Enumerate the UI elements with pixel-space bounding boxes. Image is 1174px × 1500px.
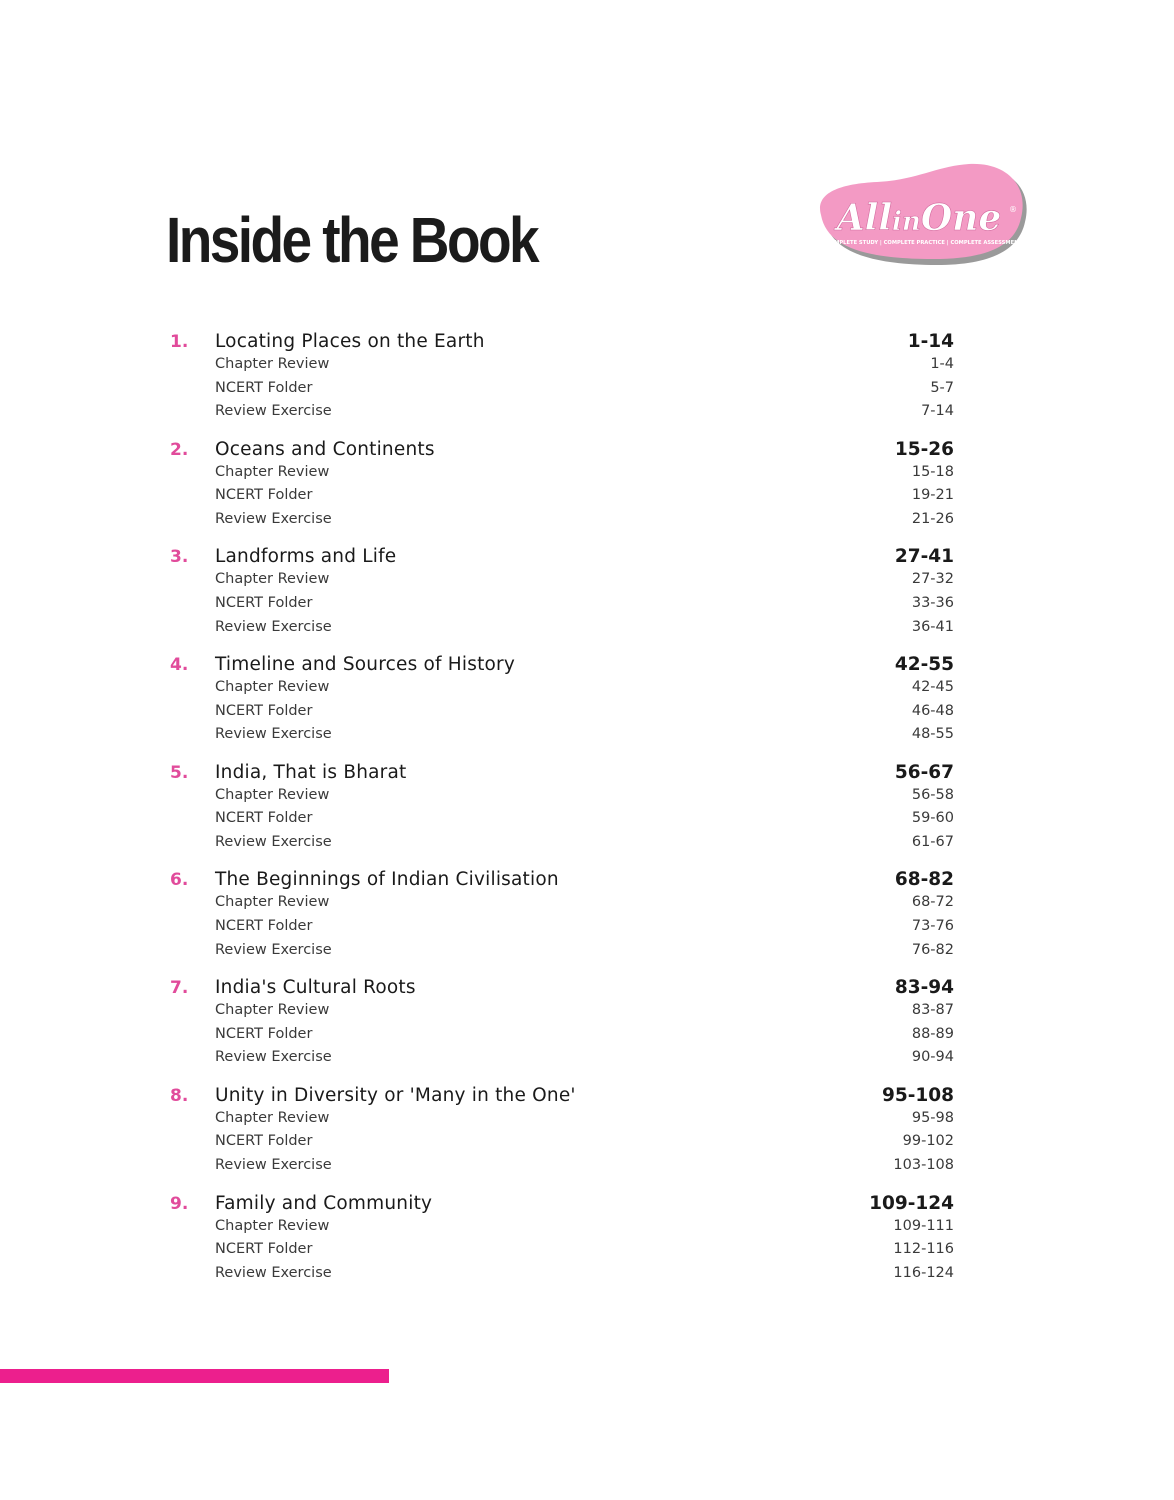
chapter-number: 5. (170, 762, 189, 783)
logo-wordmark: AllinOne (836, 197, 1002, 239)
chapter-title: Locating Places on the Earth (215, 331, 485, 352)
section-label: NCERT Folder (215, 1025, 313, 1042)
section-page-range: 33-36 (911, 594, 954, 611)
section-row (170, 1265, 960, 1289)
section-page-range: 27-32 (911, 571, 954, 588)
section-row (170, 403, 960, 427)
section-label: Chapter Review (215, 679, 330, 696)
section-label: Review Exercise (215, 1049, 332, 1066)
section-label: Review Exercise (215, 1157, 332, 1173)
section-label: Chapter Review (215, 571, 330, 588)
section-row (170, 1157, 960, 1181)
chapter-number: 3. (170, 547, 189, 568)
chapter-entry (170, 1193, 960, 1301)
chapter-page-range: 15-26 (894, 438, 954, 460)
section-row (170, 726, 960, 750)
chapter-title: Landforms and Life (215, 546, 397, 568)
chapter-number: 9. (170, 1193, 189, 1214)
section-label: Review Exercise (215, 833, 332, 850)
section-label: Review Exercise (215, 726, 332, 743)
section-label: Review Exercise (215, 403, 332, 420)
section-page-range: 83-87 (911, 1002, 954, 1019)
section-page-range: 1-4 (930, 356, 954, 372)
section-page-range: 36-41 (911, 618, 954, 635)
section-row (170, 619, 960, 643)
chapter-heading (170, 762, 960, 787)
section-label: Chapter Review (215, 1217, 330, 1234)
chapter-entry (170, 654, 960, 762)
section-row (170, 595, 960, 619)
section-page-range: 73-76 (911, 918, 954, 935)
chapter-entry (170, 869, 960, 977)
chapter-page-range: 95-108 (881, 1084, 954, 1106)
section-row (170, 1218, 960, 1242)
section-page-range: 90-94 (911, 1049, 954, 1066)
chapter-title: India, That is Bharat (215, 761, 407, 783)
section-row (170, 810, 960, 834)
section-label: NCERT Folder (215, 487, 313, 504)
section-row (170, 1049, 960, 1073)
chapter-number: 7. (170, 978, 189, 999)
section-label: NCERT Folder (215, 702, 313, 719)
section-label: Chapter Review (215, 463, 330, 480)
section-row (170, 464, 960, 488)
section-label: Chapter Review (215, 1109, 330, 1126)
chapter-number: 1. (170, 332, 189, 352)
section-page-range: 99-102 (902, 1133, 954, 1150)
section-page-range: 116-124 (893, 1264, 954, 1281)
section-page-range: 5-7 (930, 379, 954, 396)
table-of-contents (170, 331, 960, 1300)
section-page-range: 21-26 (911, 510, 954, 527)
logo-registered-mark: ® (1009, 205, 1017, 214)
section-label: Review Exercise (215, 941, 332, 958)
chapter-page-range: 1-14 (907, 331, 954, 352)
section-page-range: 59-60 (911, 810, 954, 827)
chapter-page-range: 109-124 (869, 1192, 954, 1214)
chapter-heading (170, 977, 960, 1002)
chapter-entry (170, 977, 960, 1085)
chapter-heading (170, 1193, 960, 1218)
section-row (170, 571, 960, 595)
chapter-entry (170, 546, 960, 654)
chapter-entry (170, 1085, 960, 1193)
chapter-heading (170, 546, 960, 571)
section-row (170, 894, 960, 918)
section-page-range: 42-45 (911, 679, 954, 696)
section-label: NCERT Folder (215, 810, 313, 827)
section-row (170, 703, 960, 727)
chapter-entry (170, 762, 960, 870)
chapter-title: Timeline and Sources of History (215, 654, 516, 676)
section-label: NCERT Folder (215, 918, 313, 935)
section-page-range: 61-67 (911, 833, 954, 850)
section-page-range: 48-55 (911, 726, 954, 743)
section-page-range: 56-58 (911, 786, 954, 803)
section-row (170, 1026, 960, 1050)
chapter-title: The Beginnings of Indian Civilisation (215, 869, 559, 891)
section-row (170, 356, 960, 380)
section-label: Chapter Review (215, 1002, 330, 1019)
section-page-range: 103-108 (893, 1157, 954, 1173)
section-page-range: 7-14 (921, 403, 954, 420)
section-label: Chapter Review (215, 894, 330, 911)
chapter-heading (170, 1085, 960, 1110)
chapter-heading (170, 869, 960, 894)
section-label: Chapter Review (215, 786, 330, 803)
section-label: Chapter Review (215, 356, 330, 372)
section-page-range: 46-48 (911, 702, 954, 719)
section-row (170, 834, 960, 858)
chapter-title: Family and Community (215, 1192, 433, 1214)
section-row (170, 380, 960, 404)
chapter-entry (170, 331, 960, 439)
section-row (170, 787, 960, 811)
chapter-page-range: 27-41 (894, 546, 954, 568)
section-row (170, 1002, 960, 1026)
section-label: Review Exercise (215, 510, 332, 527)
section-page-range: 76-82 (911, 941, 954, 958)
chapter-entry (170, 439, 960, 547)
section-label: NCERT Folder (215, 379, 313, 396)
all-in-one-logo (811, 160, 1031, 268)
accent-bar (0, 1369, 389, 1383)
section-row (170, 679, 960, 703)
section-page-range: 19-21 (911, 487, 954, 504)
section-label: NCERT Folder (215, 1241, 313, 1258)
section-row (170, 1133, 960, 1157)
chapter-page-range: 68-82 (894, 869, 954, 891)
chapter-title: Oceans and Continents (215, 438, 435, 460)
section-page-range: 88-89 (911, 1025, 954, 1042)
logo-tagline: COMPLETE STUDY | COMPLETE PRACTICE | COMPLETE ASSESSMENT (826, 240, 1022, 246)
chapter-title: Unity in Diversity or 'Many in the One' (215, 1084, 576, 1106)
section-row (170, 511, 960, 535)
section-page-range: 68-72 (911, 894, 954, 911)
chapter-number: 6. (170, 870, 189, 891)
section-row (170, 487, 960, 511)
chapter-number: 8. (170, 1085, 189, 1106)
chapter-page-range: 56-67 (894, 761, 954, 783)
section-row (170, 1110, 960, 1134)
section-row (170, 942, 960, 966)
section-page-range: 95-98 (911, 1109, 954, 1126)
section-label: Review Exercise (215, 618, 332, 635)
section-label: NCERT Folder (215, 1133, 313, 1150)
section-row (170, 918, 960, 942)
chapter-number: 4. (170, 655, 189, 676)
page-title: Inside the Book (166, 204, 538, 276)
section-label: Review Exercise (215, 1264, 332, 1281)
chapter-page-range: 42-55 (894, 654, 954, 676)
section-label: NCERT Folder (215, 594, 313, 611)
chapter-heading (170, 331, 960, 356)
section-page-range: 112-116 (893, 1241, 954, 1258)
section-row (170, 1241, 960, 1265)
chapter-heading (170, 654, 960, 679)
chapter-page-range: 83-94 (894, 977, 954, 999)
chapter-title: India's Cultural Roots (215, 977, 416, 999)
chapter-number: 2. (170, 439, 189, 460)
section-page-range: 109-111 (893, 1217, 954, 1234)
chapter-heading (170, 439, 960, 464)
section-page-range: 15-18 (911, 463, 954, 480)
